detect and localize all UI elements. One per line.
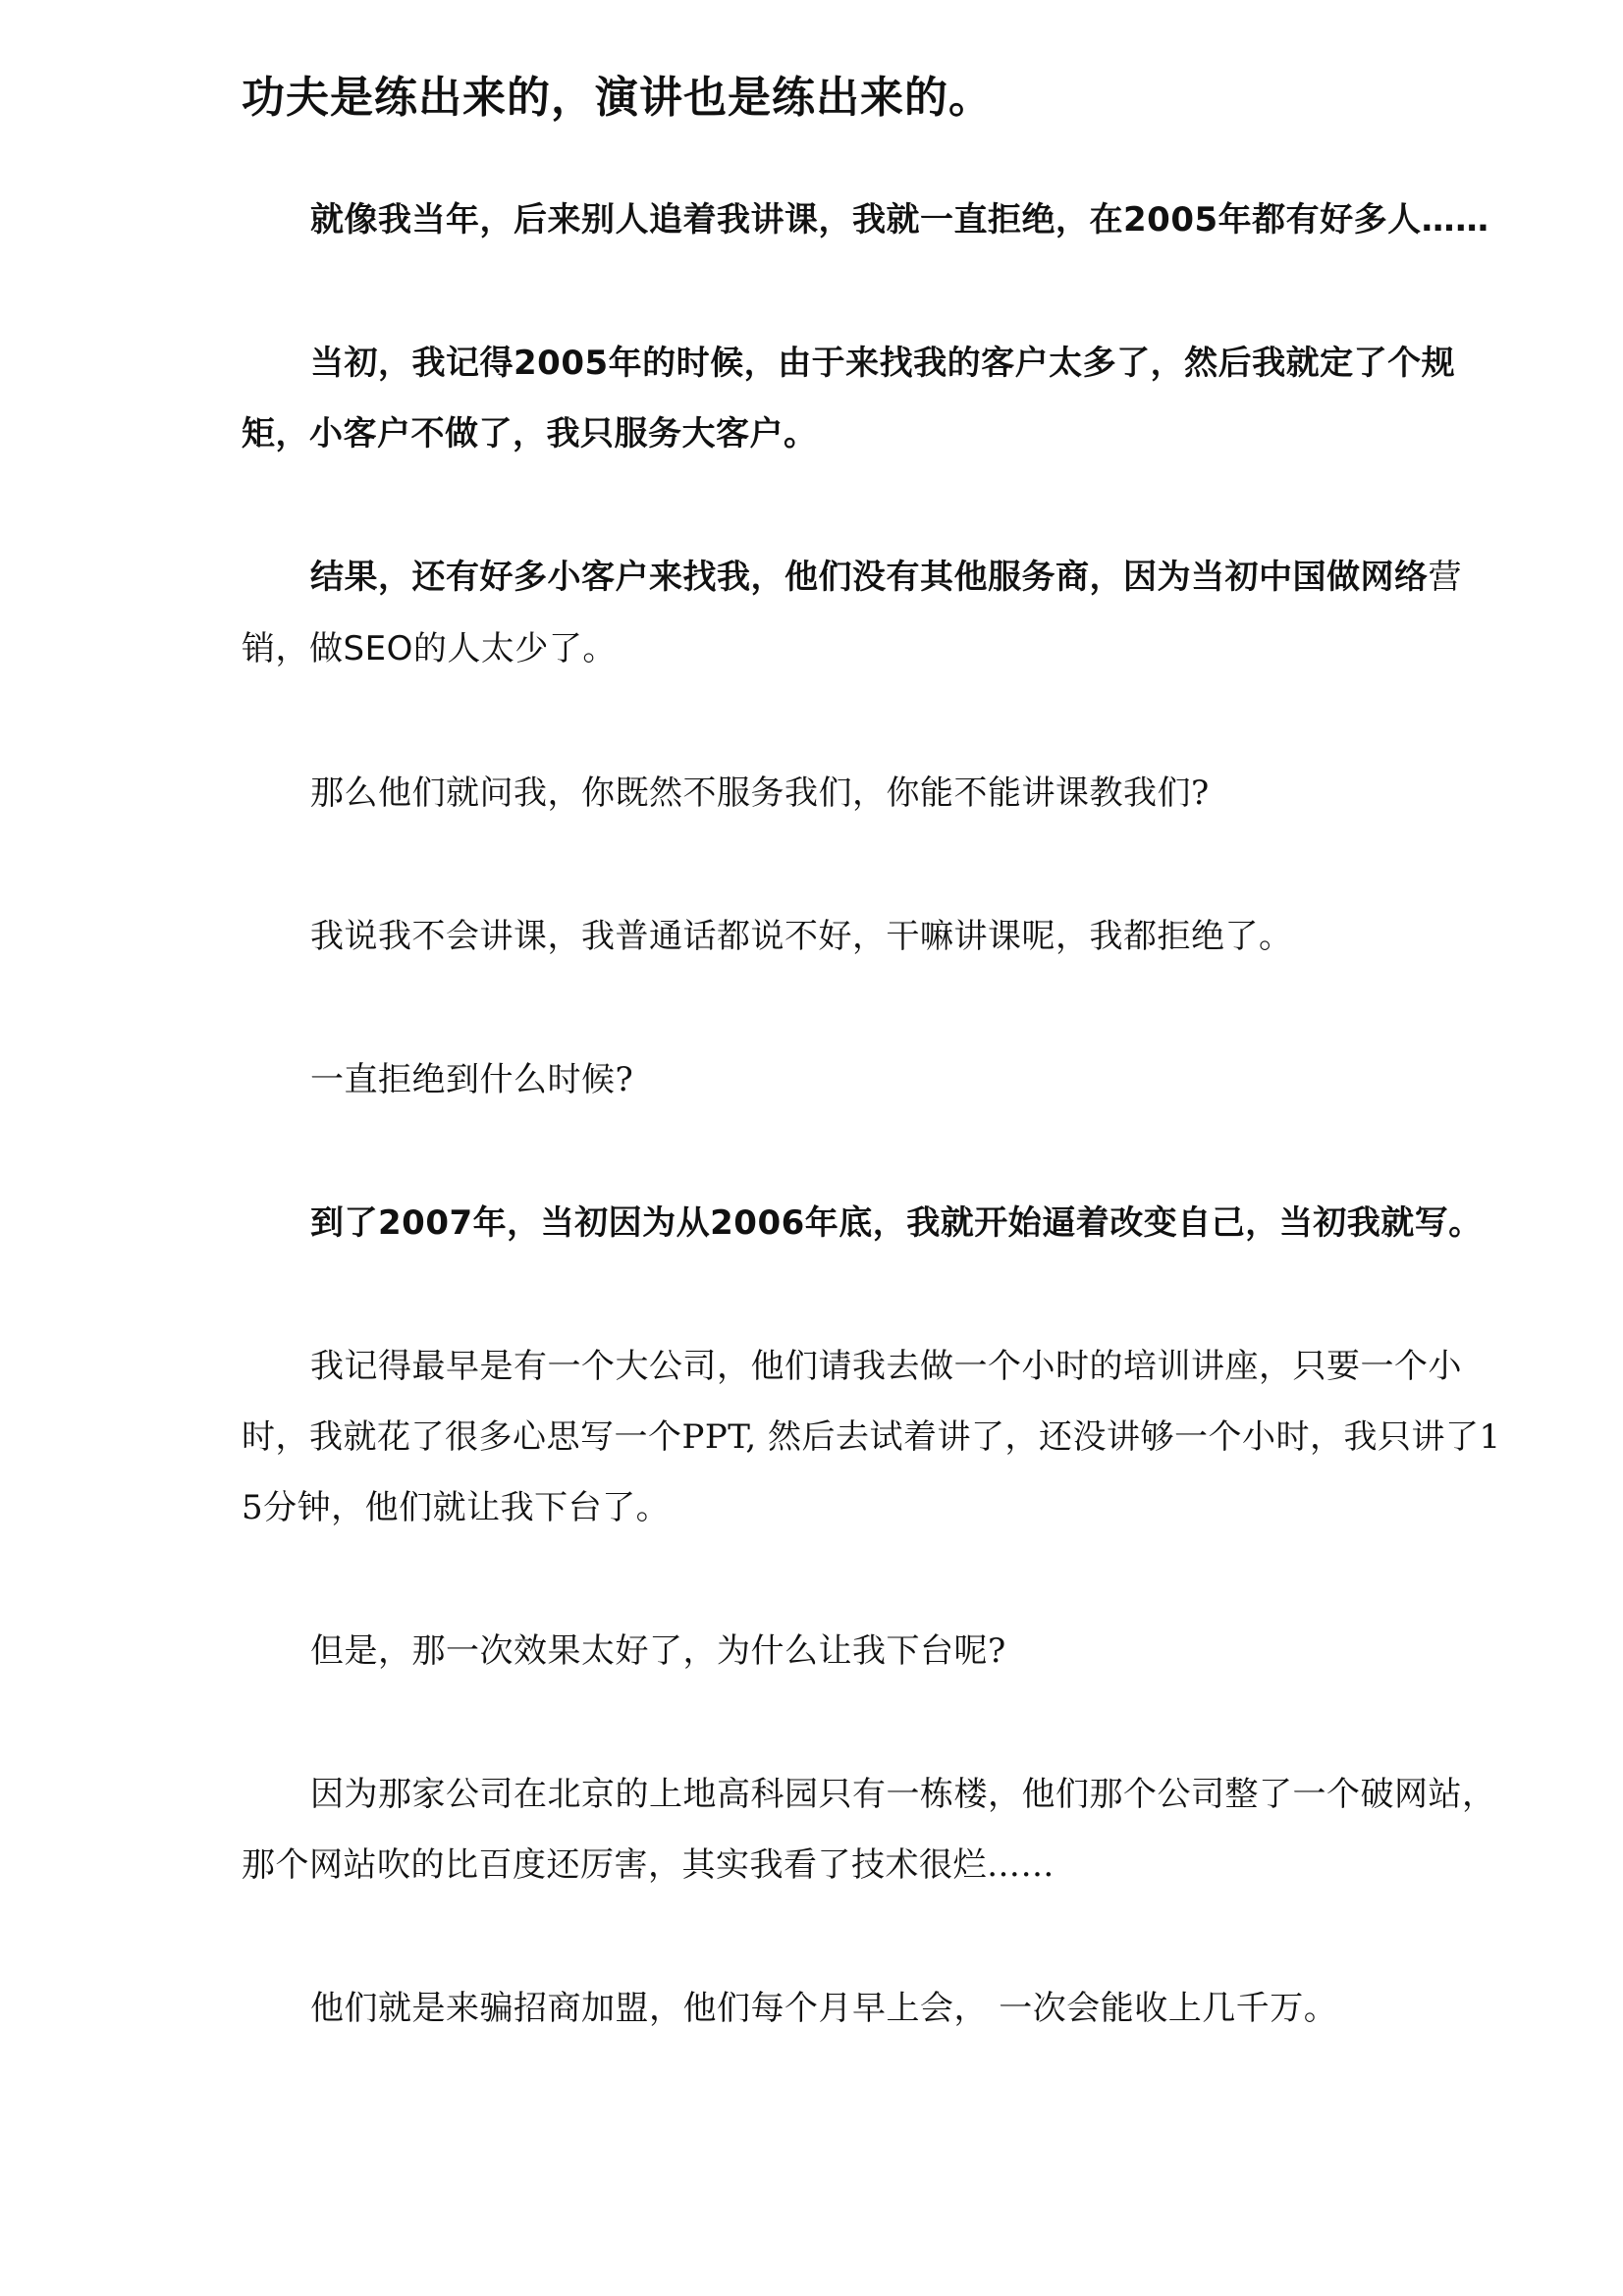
paragraph-6: 一直拒绝到什么时候? — [310, 1060, 634, 1099]
paragraph-5: 我说我不会讲课，我普通话都说不好，干嘛讲课呢，我都拒绝了。 — [310, 917, 1293, 956]
paragraph-3 — [242, 542, 1503, 685]
paragraph-11: 他们就是来骗招商加盟，他们每个月早上会， 一次会能收上几千万。 — [310, 1989, 1338, 2028]
paragraph-1: 就像我当年，后来别人追着我讲课，我就一直拒绝，在2005年都有好多人…… — [310, 200, 1489, 240]
paragraph-3-normal-part: 营销，做SEO的人太少了。 — [242, 558, 1462, 668]
paragraph-7: 到了2007年，当初因为从2006年底，我就开始逼着改变自己，当初我就写。 — [310, 1203, 1483, 1243]
paragraph-3-bold-part: 结果，还有好多小客户来找我，他们没有其他服务商，因为当初中国做网络 — [310, 558, 1429, 597]
paragraph-9: 但是，那一次效果太好了，为什么让我下台呢? — [310, 1631, 1006, 1671]
paragraph-2: 当初，我记得2005年的时候，由于来找我的客户太多了，然后我就定了个规矩，小客户不做了，我只服务大客户。 — [242, 344, 1456, 454]
paragraph-10: 因为那家公司在北京的上地高科园只有一栋楼，他们那个公司整了一个破网站，那个网站吹的比百度还厉害，其实我看了技术很烂…… — [242, 1775, 1496, 1885]
document-heading: 功夫是练出来的，演讲也是练出来的。 — [242, 73, 993, 123]
paragraph-4: 那么他们就问我，你既然不服务我们，你能不能讲课教我们? — [310, 774, 1210, 813]
document-body — [242, 59, 1503, 2116]
paragraph-8: 我记得最早是有一个大公司，他们请我去做一个小时的培训讲座，只要一个小时，我就花了很多心思写一个PPT, 然后去试着讲了，还没讲够一个小时，我只讲了15分钟，他们就让我下台了。 — [242, 1347, 1501, 1527]
